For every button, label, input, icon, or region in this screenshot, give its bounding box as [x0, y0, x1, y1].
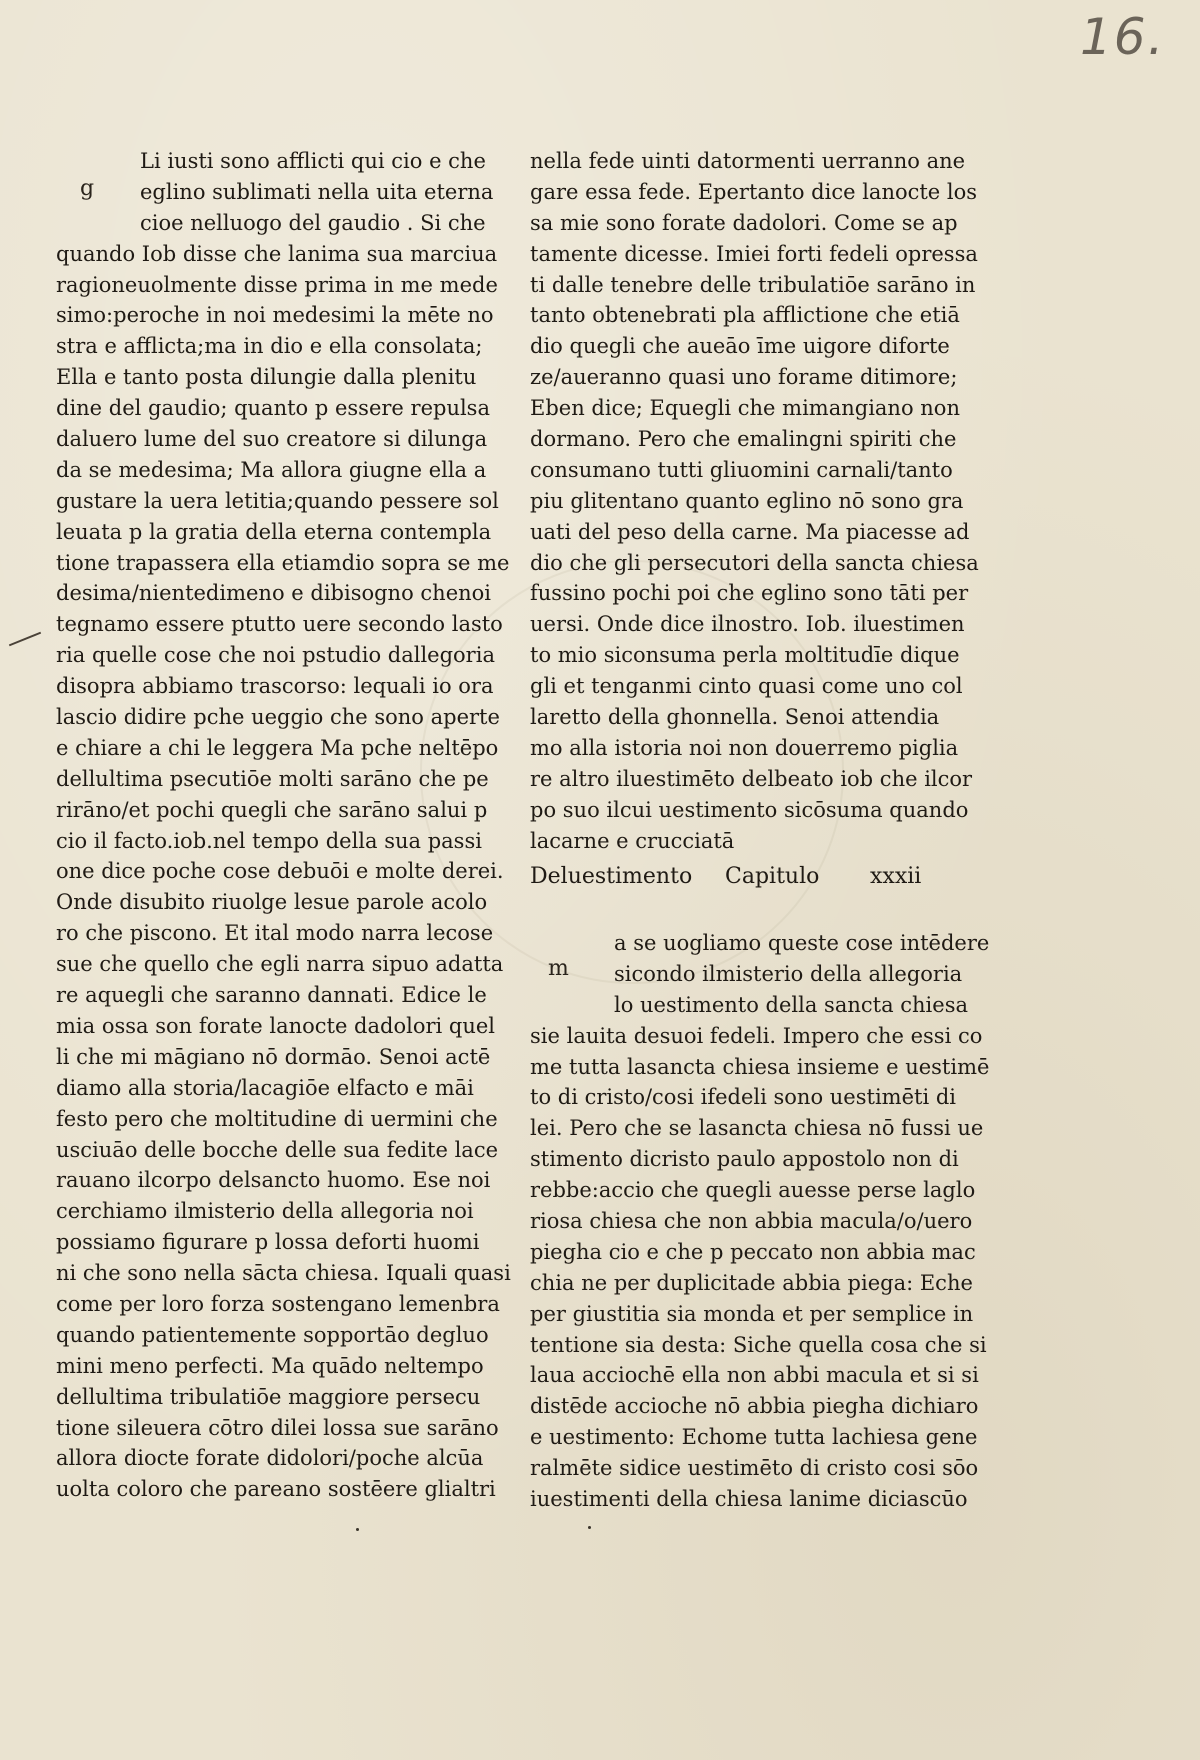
- text-line: consumano tutti gliuomini carnali/tanto: [530, 457, 953, 482]
- chapter-title: Deluestimento: [530, 864, 693, 889]
- text-line: sa mie sono forate dadolori. Come se ap: [530, 210, 958, 235]
- text-line: re aquegli che saranno dannati. Edice le: [56, 983, 487, 1008]
- text-line: uati del peso della carne. Ma piacesse ad: [530, 519, 970, 544]
- text-line: quando patientemente sopportāo degluo: [56, 1322, 489, 1347]
- text-line: tione sileuera cōtro dilei lossa sue sarāno: [56, 1415, 499, 1440]
- text-line: mini meno perfecti. Ma quādo neltempo: [56, 1353, 484, 1378]
- margin-pen-mark: [9, 632, 41, 647]
- text-line: dellultima tribulatiōe maggiore persecu: [56, 1384, 481, 1409]
- right-text-column-bottom: [530, 928, 990, 1515]
- text-line: li che mi māgiano nō dormāo. Senoi actē: [56, 1044, 491, 1069]
- text-line: tegnamo essere ptutto uere secondo lasto: [56, 612, 503, 637]
- chapter-label: Capitulo: [725, 864, 820, 889]
- text-line: chia ne per duplicitade abbia piega: Eche: [530, 1270, 973, 1295]
- right-text-column-top: [530, 146, 979, 856]
- text-line: sue che quello che egli narra sipuo adatta: [56, 952, 504, 977]
- text-line: mia ossa son forate lanocte dadolori quel: [56, 1013, 496, 1038]
- text-line: e uestimento: Echome tutta lachiesa gene: [530, 1425, 978, 1450]
- text-line: rebbe:accio che quegli auesse perse laglo: [530, 1178, 976, 1203]
- text-line: piegha cio e che p peccato non abbia mac: [530, 1239, 976, 1264]
- text-line: a se uogliamo queste cose intēdere: [614, 931, 990, 955]
- text-line: Onde disubito riuolge lesue parole acolo: [56, 890, 488, 915]
- text-line: one dice poche cose debuōi e molte derei.: [56, 859, 504, 884]
- text-line: fussino pochi poi che eglino sono tāti per: [530, 581, 969, 606]
- text-line: tanto obtenebrati pla afflictione che etiā: [530, 303, 960, 328]
- text-line: cerchiamo ilmisterio della allegoria noi: [56, 1199, 474, 1224]
- text-line: Eben dice; Equegli che mimangiano non: [530, 396, 960, 421]
- text-line: gare essa fede. Epertanto dice lanocte los: [530, 179, 978, 204]
- text-line: disopra abbiamo trascorso: lequali io ora: [56, 674, 494, 699]
- text-line: distēde accioche nō abbia piegha dichiaro: [530, 1394, 979, 1419]
- ink-speck: [588, 1526, 591, 1529]
- text-line: riosa chiesa che non abbia macula/o/uero: [530, 1209, 973, 1234]
- text-line: dormano. Pero che emalingni spiriti che: [530, 427, 957, 452]
- text-line: stra e afflicta;ma in dio e ella consolata;: [56, 334, 483, 359]
- text-line: re altro iluestimēto delbeato iob che ilcor: [530, 766, 973, 791]
- text-line: mo alla istoria noi non douerremo piglia: [530, 735, 959, 760]
- text-line: lo uestimento della sancta chiesa: [614, 992, 968, 1017]
- text-line: desima/nientedimeno e dibisogno chenoi: [56, 581, 492, 606]
- text-line: Ella e tanto posta dilungie dalla plenitu: [56, 365, 477, 390]
- text-line: uersi. Onde dice ilnostro. Iob. iluestimen: [530, 612, 965, 637]
- text-line: leuata p la gratia della eterna contempla: [56, 519, 492, 544]
- text-line: tamente dicesse. Imiei forti fedeli opressa: [530, 241, 978, 266]
- text-line: tione trapassera ella etiamdio sopra se me: [56, 550, 510, 575]
- text-line: po suo ilcui uestimento sicōsuma quando: [530, 797, 969, 822]
- text-line: ze/aueranno quasi uno forame ditimore;: [530, 365, 958, 390]
- text-line: e chiare a chi le leggera Ma pche neltēpo: [56, 735, 499, 760]
- text-line: gustare la uera letitia;quando pessere sol: [56, 488, 499, 513]
- text-line: iuestimenti della chiesa lanime diciascūo: [530, 1487, 968, 1512]
- folio-number: 16.: [1080, 8, 1166, 66]
- right-guide-letter: m: [548, 956, 569, 981]
- text-line: allora diocte forate didolori/poche alcūa: [56, 1446, 484, 1471]
- text-line: laretto della ghonnella. Senoi attendia: [530, 705, 940, 730]
- text-line: ti dalle tenebre delle tribulatiōe sarāno in: [530, 272, 976, 297]
- text-line: come per loro forza sostengano lemenbra: [56, 1291, 500, 1316]
- text-line: rirāno/et pochi quegli che sarāno salui p: [56, 797, 488, 822]
- text-line: lacarne e crucciatā: [530, 828, 735, 853]
- text-line: uolta coloro che pareano sostēere glialtri: [56, 1477, 496, 1502]
- text-line: da se medesima; Ma allora giugne ella a: [56, 457, 487, 482]
- text-line: festo pero che moltitudine di uermini che: [56, 1106, 498, 1131]
- text-line: lascio didire pche ueggio che sono aperte: [56, 705, 500, 730]
- text-line: dio quegli che aueāo īme uigore diforte: [530, 334, 950, 359]
- text-line: sicondo ilmisterio della allegoria: [614, 961, 963, 986]
- text-line: me tutta lasancta chiesa insieme e uestimē: [530, 1054, 990, 1079]
- text-line: ni che sono nella sācta chiesa. Iquali quasi: [56, 1261, 511, 1286]
- left-guide-letter: g: [80, 176, 95, 201]
- text-line: ralmēte sidice uestimēto di cristo cosi sōo: [530, 1456, 979, 1481]
- text-line: simo:peroche in noi medesimi la mēte no: [56, 303, 494, 328]
- text-line: stimento dicristo paulo appostolo non di: [530, 1147, 959, 1172]
- text-line: possiamo figurare p lossa deforti huomi: [56, 1230, 480, 1255]
- text-line: ragioneuolmente disse prima in me mede: [56, 272, 498, 297]
- text-line: dine del gaudio; quanto p essere repulsa: [56, 396, 490, 421]
- text-line: lei. Pero che se lasancta chiesa nō fussi ue: [530, 1116, 984, 1141]
- text-line: gli et tenganmi cinto quasi come uno col: [530, 674, 963, 699]
- chapter-heading: [530, 864, 960, 889]
- text-line: cioe nelluogo del gaudio . Si che: [140, 210, 486, 235]
- text-line: eglino sublimati nella uita eterna: [140, 179, 494, 204]
- text-line: laua acciochē ella non abbi macula et si si: [530, 1363, 979, 1388]
- text-line: per giustitia sia monda et per semplice in: [530, 1301, 974, 1326]
- chapter-number: xxxii: [870, 864, 922, 889]
- text-line: daluero lume del suo creatore si dilunga: [56, 427, 488, 452]
- text-line: Li iusti sono afflicti qui cio e che: [140, 149, 486, 173]
- text-line: tentione sia desta: Siche quella cosa che si: [530, 1332, 987, 1357]
- left-text-column: [56, 146, 511, 1505]
- text-line: diamo alla storia/lacagiōe elfacto e māi: [56, 1075, 474, 1100]
- ink-speck: [356, 1528, 359, 1531]
- text-line: dellultima psecutiōe molti sarāno che pe: [56, 766, 489, 791]
- text-line: sie lauita desuoi fedeli. Impero che essi co: [530, 1023, 983, 1048]
- text-line: cio il facto.iob.nel tempo della sua passi: [56, 828, 482, 853]
- text-line: ro che piscono. Et ital modo narra lecose: [56, 921, 494, 946]
- text-line: to mio siconsuma perla moltitudīe dique: [530, 643, 960, 668]
- text-line: dio che gli persecutori della sancta chiesa: [530, 550, 979, 575]
- text-line: rauano ilcorpo delsancto huomo. Ese noi: [56, 1168, 491, 1193]
- text-line: ria quelle cose che noi pstudio dallegoria: [56, 643, 495, 668]
- text-line: usciuāo delle bocche delle sua fedite lace: [56, 1137, 499, 1162]
- text-line: piu glitentano quanto eglino nō sono gra: [530, 488, 964, 513]
- text-line: quando Iob disse che lanima sua marciua: [56, 241, 498, 266]
- text-line: nella fede uinti datormenti uerranno ane: [530, 149, 966, 173]
- text-line: to di cristo/cosi ifedeli sono uestimēti di: [530, 1085, 956, 1110]
